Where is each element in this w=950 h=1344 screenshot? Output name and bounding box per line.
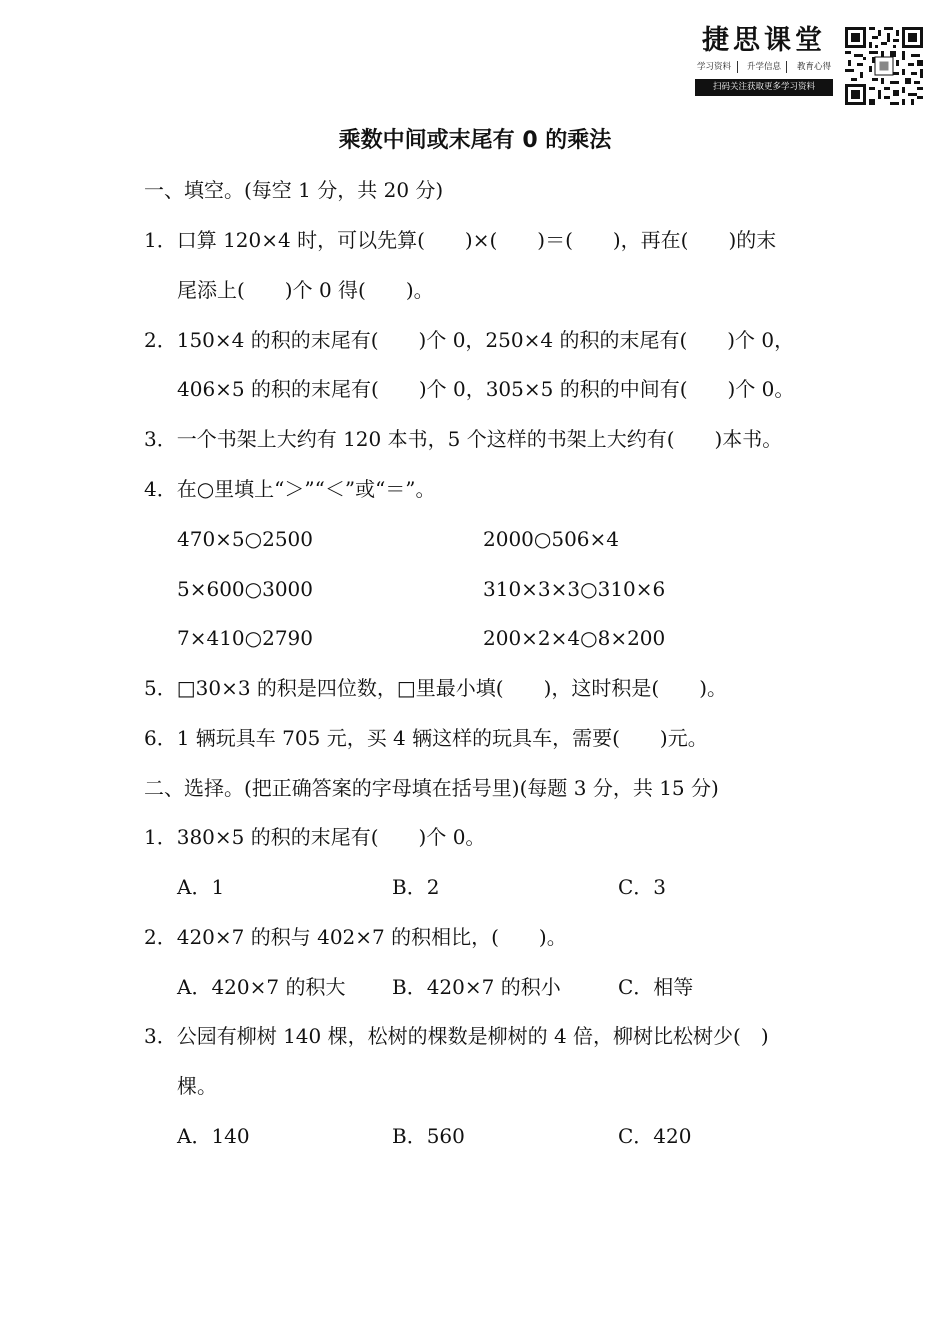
brand-tag: 教育心得 xyxy=(796,62,831,72)
comparison-item: 5×600○3000 xyxy=(177,577,314,601)
question-1-6: 6．1 辆玩具车 705 元，买 4 辆这样的玩具车，需要( )元。 xyxy=(144,726,708,750)
question-2-1: 1．380×5 的积的末尾有( )个 0。 xyxy=(144,825,486,849)
section-2-heading: 二、选择。(把正确答案的字母填在括号里)(每题 3 分，共 15 分) xyxy=(144,776,719,800)
option-c: C．420 xyxy=(618,1124,692,1148)
option-b: B．2 xyxy=(392,875,440,899)
tag-divider xyxy=(786,61,791,73)
option-c: C．3 xyxy=(618,875,667,899)
brand-bar: 扫码关注获取更多学习资料 xyxy=(695,79,833,96)
question-1-2-line-2: 406×5 的积的末尾有( )个 0，305×5 的积的中间有( )个 0。 xyxy=(177,377,795,401)
tag-divider xyxy=(737,61,742,73)
question-1-3: 3．一个书架上大约有 120 本书，5 个这样的书架上大约有( )本书。 xyxy=(144,427,783,451)
question-1-5: 5．□30×3 的积是四位数，□里最小填( )，这时积是( )。 xyxy=(144,676,728,700)
question-1-1-line-1: 1．口算 120×4 时，可以先算( )×( )＝( )，再在( )的末 xyxy=(144,228,777,252)
comparison-item: 2000○506×4 xyxy=(483,527,620,551)
brand-block xyxy=(695,24,833,96)
option-c: C．相等 xyxy=(618,975,694,999)
page-title: 乘数中间或末尾有 0 的乘法 xyxy=(338,128,612,153)
option-a: A．140 xyxy=(177,1124,250,1148)
question-1-2-line-1: 2．150×4 的积的末尾有( )个 0，250×4 的积的末尾有( )个 0， xyxy=(144,328,795,352)
brand-name: 捷思课堂 xyxy=(702,25,826,56)
option-a: A．1 xyxy=(177,875,225,899)
comparison-item: 310×3×3○310×6 xyxy=(483,577,666,601)
option-b: B．560 xyxy=(392,1124,465,1148)
brand-tags xyxy=(695,60,833,74)
option-a: A．420×7 的积大 xyxy=(177,975,346,999)
qr-code-icon xyxy=(845,27,923,105)
question-2-2: 2．420×7 的积与 402×7 的积相比，( )。 xyxy=(144,925,567,949)
question-1-4: 4．在○里填上“＞”“＜”或“＝”。 xyxy=(144,477,436,501)
brand-tag: 升学信息 xyxy=(746,62,781,72)
comparison-item: 200×2×4○8×200 xyxy=(483,626,666,650)
brand-tag: 学习资料 xyxy=(697,62,732,72)
section-1-heading: 一、填空。(每空 1 分，共 20 分) xyxy=(144,178,444,202)
option-b: B．420×7 的积小 xyxy=(392,975,561,999)
question-1-1-line-2: 尾添上( )个 0 得( )。 xyxy=(177,278,434,302)
question-2-3-line-2: 棵。 xyxy=(177,1074,217,1098)
question-2-3-line-1: 3．公园有柳树 140 棵，松树的棵数是柳树的 4 倍，柳树比松树少( ) xyxy=(144,1024,769,1048)
comparison-item: 470×5○2500 xyxy=(177,527,314,551)
comparison-item: 7×410○2790 xyxy=(177,626,314,650)
